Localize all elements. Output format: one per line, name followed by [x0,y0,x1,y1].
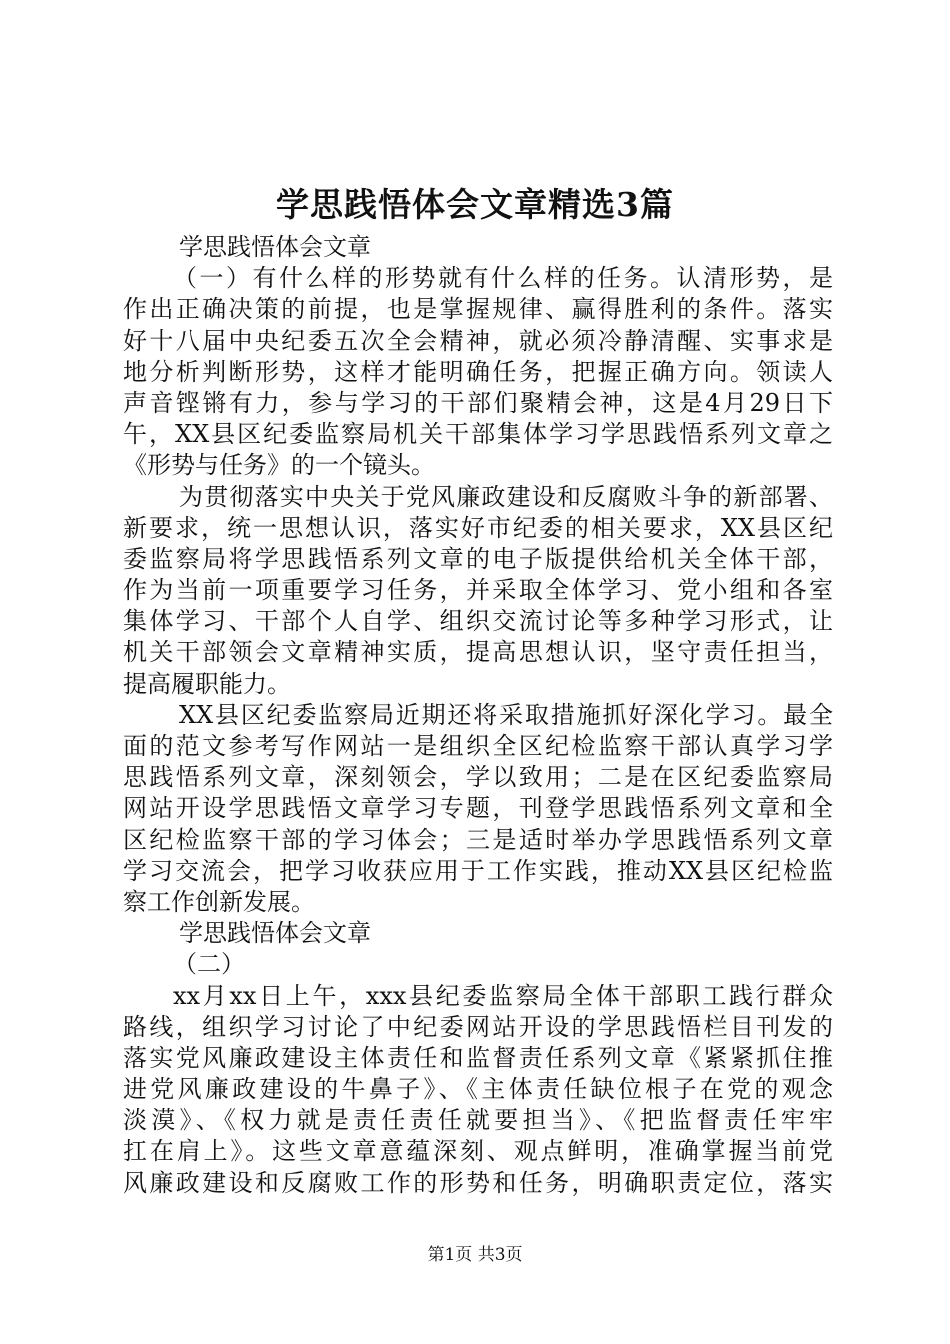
text-line: 落实党风廉政建设主体责任和监督责任系列文章《紧紧抓住推 [123,1043,833,1072]
text-line: 思践悟系列文章，深刻领会，学以致用；二是在区纪委监察局 [123,763,833,792]
text-line: 《形势与任务》的一个镜头。 [123,451,435,480]
text-line: 机关干部领会文章精神实质，提高思想认识，坚守责任担当， [123,638,833,667]
text-line: 面的范文参考写作网站一是组织全区纪检监察干部认真学习学 [123,732,833,760]
text-line: 地分析判断形势，这样才能明确任务，把握正确方向。领读人 [123,357,833,386]
text-line: 区纪检监察干部的学习体会；三是适时举办学思践悟系列文章 [123,825,833,854]
text-line: 路线，组织学习讨论了中纪委网站开设的学思践悟栏目刊发的 [123,1012,833,1041]
section-heading: 学思践悟体会文章 [179,919,371,948]
text-line: 扛在肩上》。这些文章意蕴深刻、观点鲜明，准确掌握当前党 [123,1137,833,1166]
section-number: （二） [173,950,245,979]
text-line: 风廉政建设和反腐败工作的形势和任务，明确职责定位，落实 [123,1168,833,1197]
text-line: 好十八届中央纪委五次全会精神，就必须冷静清醒、实事求是 [123,326,833,355]
text-line: 学习交流会，把学习收获应用于工作实践，推动XX县区纪检监 [123,856,833,885]
text-line: 提高履职能力。 [123,669,291,698]
text-line: 察工作创新发展。 [123,887,315,916]
text-line: 作出正确决策的前提，也是掌握规律、赢得胜利的条件。落实 [123,295,833,324]
text-line: 作为当前一项重要学习任务，并采取全体学习、党小组和各室 [123,576,833,605]
text-line: 网站开设学思践悟文章学习专题，刊登学思践悟系列文章和全 [123,794,833,823]
text-line: 午，XX县区纪委监察局机关干部集体学习学思践悟系列文章之 [123,420,833,449]
text-line: 为贯彻落实中央关于党风廉政建设和反腐败斗争的新部署、 [179,482,833,511]
text-line: xx月xx日上午，xxx县纪委监察局全体干部职工践行群众 [173,981,833,1010]
text-line: （一）有什么样的形势就有什么样的任务。认清形势，是 [173,264,833,293]
page-footer: 第1页 共3页 [427,1245,523,1265]
text-line: 进党风廉政建设的牛鼻子》、《主体责任缺位根子在党的观念 [123,1075,833,1104]
document-title: 学思践悟体会文章精选3篇 [276,185,674,224]
text-line: 委监察局将学思践悟系列文章的电子版提供给机关全体干部， [123,544,833,573]
section-heading: 学思践悟体会文章 [179,233,371,261]
text-line: 声音铿锵有力，参与学习的干部们聚精会神，这是4月29日下 [123,388,833,417]
text-line: 淡漠》、《权力就是责任责任就要担当》、《把监督责任牢牢 [123,1106,833,1135]
text-line: XX县区纪委监察局近期还将采取措施抓好深化学习。最全 [179,700,833,729]
text-line: 新要求，统一思想认识，落实好市纪委的相关要求，XX县区纪 [123,513,833,542]
document-body [123,232,833,1199]
text-line: 集体学习、干部个人自学、组织交流讨论等多种学习形式，让 [123,607,833,636]
